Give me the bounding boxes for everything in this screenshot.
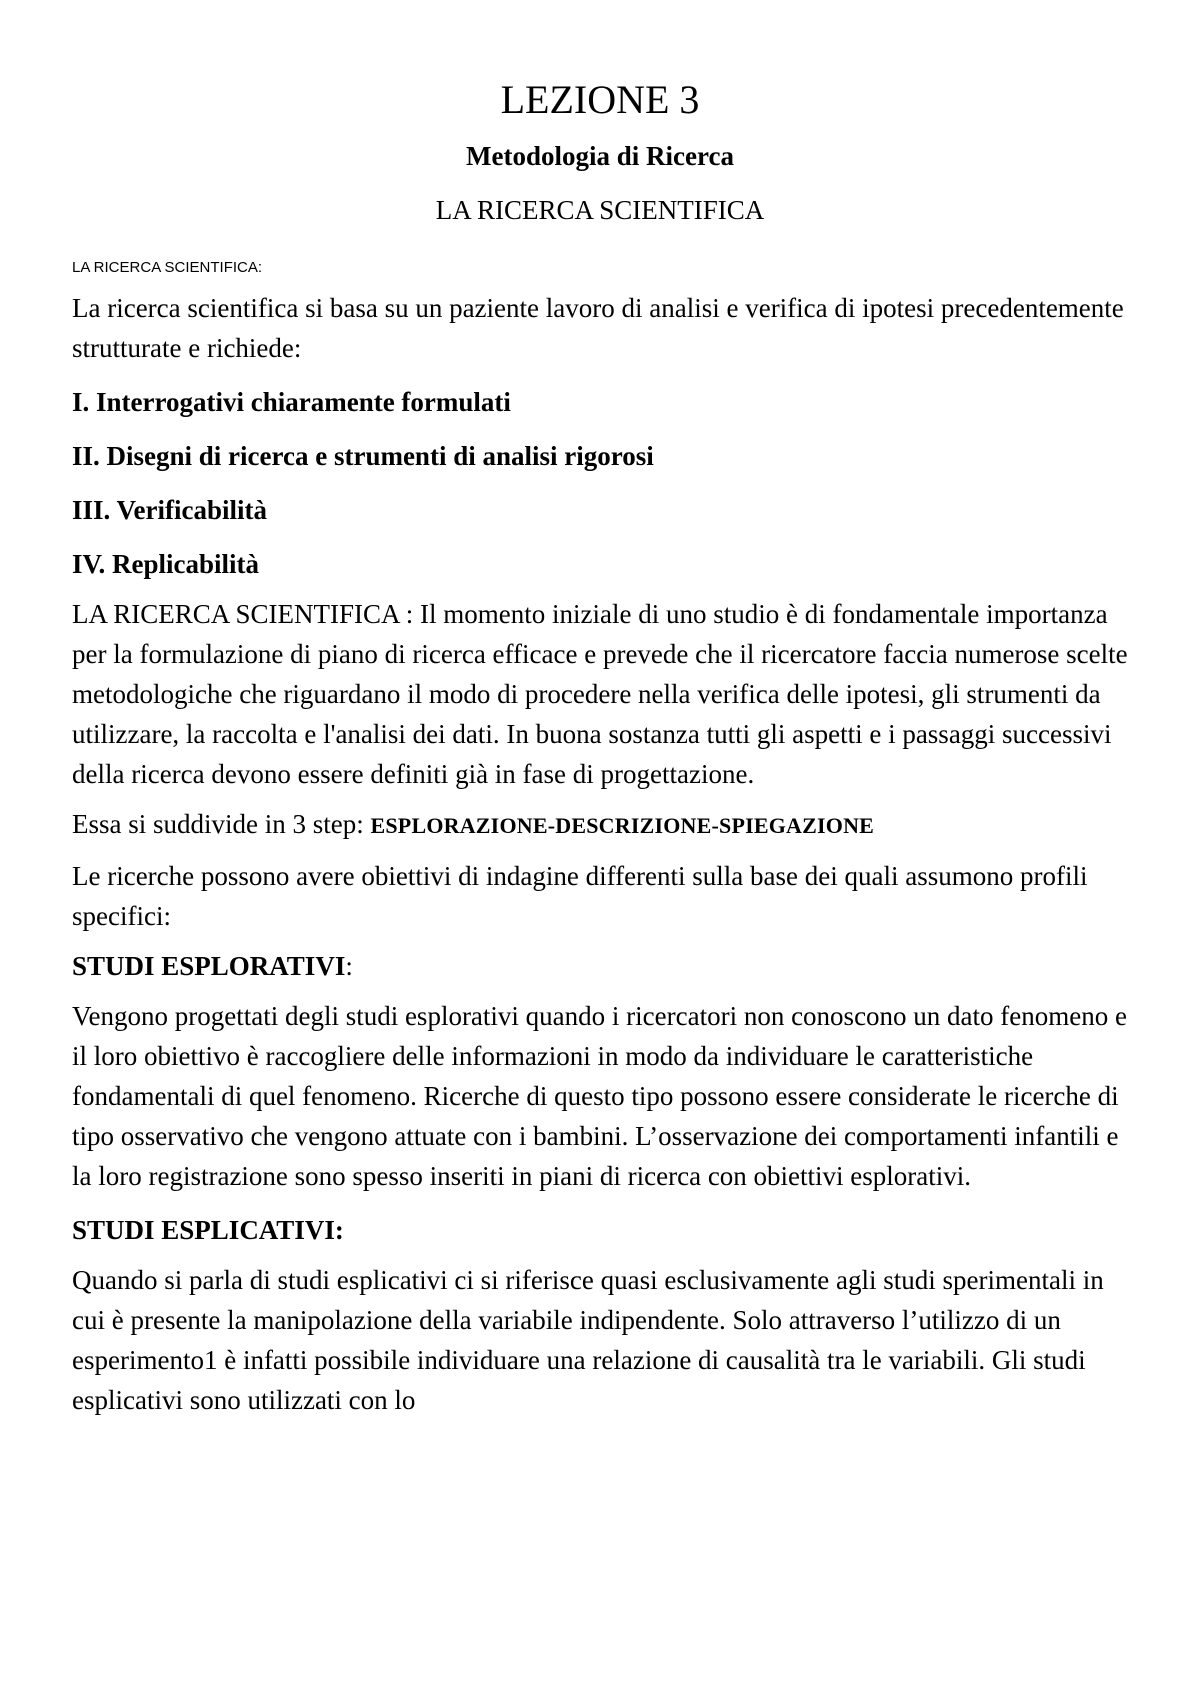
small-label: LA RICERCA SCIENTIFICA: [72,259,263,276]
explorative-paragraph: Vengono progettati degli studi esplorativi quando i ricercatori non conoscono un dato fenomeno e il loro obiettivo è raccogliere delle informazioni in modo da individuare le caratteristiche fondamentali di quel fenomeno. Ricerche di questo tipo possono essere considerate le ricerche di tipo osservativo che vengono attuate con i bambini. L’osservazione dei comportamenti infantili e la loro registrazione sono spesso inseriti in piani di ricerca con obiettivi esplorativi. [72,1001,1127,1191]
section-title: LA RICERCA SCIENTIFICA [435,195,765,225]
heading-explorative [72,946,1128,986]
explicative-paragraph: Quando si parla di studi esplicativi ci si riferisce quasi esclusivamente agli studi sperimentali in cui è presente la manipolazione della variabile indipendente. Solo attraverso l’utilizzo di un esperimento1 è infatti possibile individuare una relazione di causalità tra le variabili. Gli studi esplicativi sono utilizzati con lo [72,1265,1104,1415]
steps-prefix: Essa si suddivide in 3 step: [72,809,371,839]
document-title: LEZIONE 3 [500,77,700,122]
requirement-item: II. Disegni di ricerca e strumenti di analisi rigorosi [72,441,654,471]
requirement-item: I. Interrogativi chiaramente formulati [72,387,511,417]
steps-paragraph [72,804,1128,846]
requirement-item: III. Verificabilità [72,495,268,525]
steps-list: ESPLORAZIONE-DESCRIZIONE-SPIEGAZIONE [370,813,875,838]
requirement-item: IV. Replicabilità [72,549,260,579]
heading-explorative-text: STUDI ESPLORATIVI [72,951,346,981]
document-subtitle: Metodologia di Ricerca [466,141,734,171]
heading-explicative: STUDI ESPLICATIVI: [72,1215,344,1245]
intro-paragraph: La ricerca scientifica si basa su un paziente lavoro di analisi e verifica di ipotesi precedentemente strutturate e richiede: [72,293,1124,363]
heading-explorative-colon: : [345,951,353,981]
initial-paragraph: LA RICERCA SCIENTIFICA : Il momento iniziale di uno studio è di fondamentale importanza per la formulazione di piano di ricerca efficace e prevede che il ricercatore faccia numerose scelte metodologiche che riguardano il modo di procedere nella verifica delle ipotesi, gli strumenti da utilizzare, la raccolta e l'analisi dei dati. In buona sostanza tutti gli aspetti e i passaggi successivi della ricerca devono essere definiti già in fase di progettazione. [72,599,1128,789]
objectives-paragraph: Le ricerche possono avere obiettivi di indagine differenti sulla base dei quali assumono profili specifici: [72,861,1088,931]
